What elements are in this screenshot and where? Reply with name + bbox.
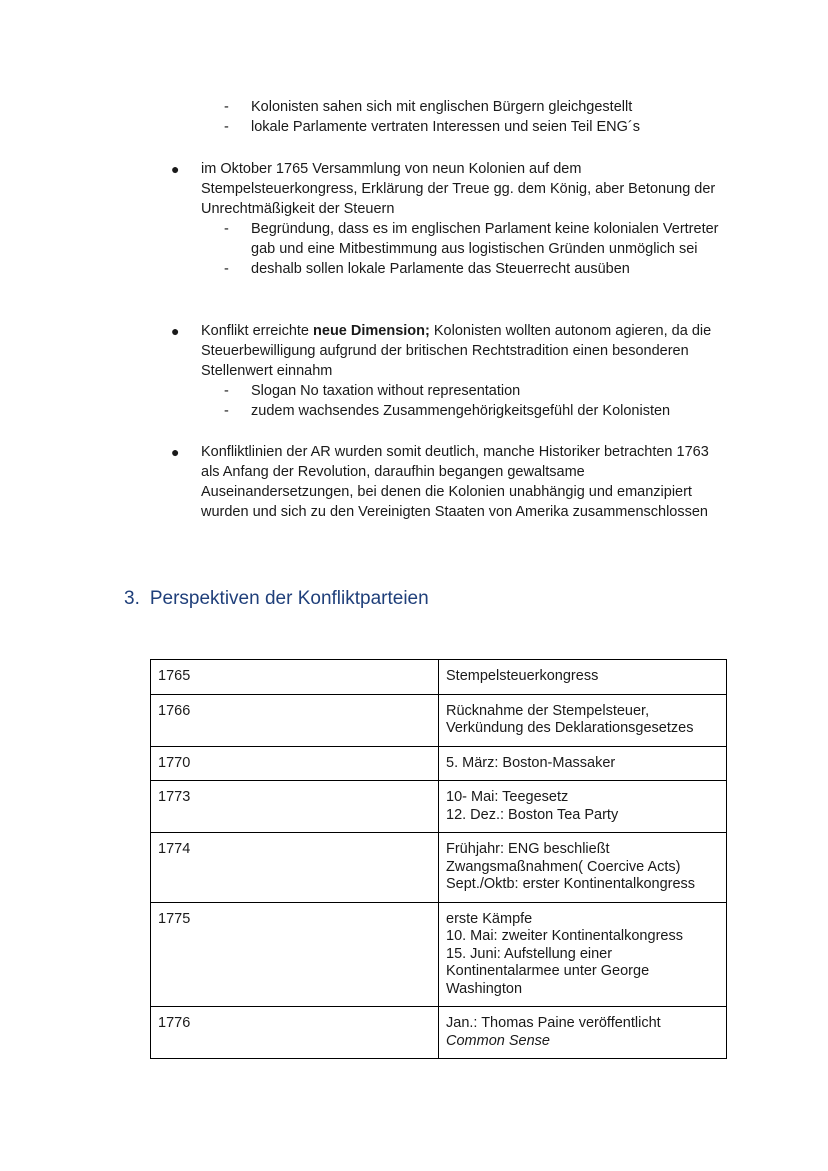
bullet-text: im Oktober 1765 Versammlung von neun Kolonien auf dem Stempelsteuerkongress, Erklärung der Treue gg. dem König, aber Betonung der Unrechtmäßigkeit der Steuern [201, 161, 716, 217]
bullet-item [0, 442, 828, 522]
dash-marker: - [224, 221, 229, 237]
bullet-marker: ● [171, 323, 180, 339]
event-cell [439, 694, 727, 746]
list-item-text: zudem wachsendes Zusammengehörigkeitsgefühl der Kolonisten [251, 403, 671, 419]
event-line: 10. Mai: zweiter Kontinentalkongress [446, 928, 683, 944]
event-line: 10- Mai: Teegesetz [446, 789, 569, 805]
year-cell: 1773 [151, 781, 439, 833]
dash-marker: - [224, 403, 229, 419]
text-segment: Konflikt erreichte [201, 323, 314, 339]
list-item [0, 381, 828, 401]
table-row [151, 660, 727, 695]
list-item-text: deshalb sollen lokale Parlamente das Steuerrecht ausüben [251, 261, 630, 277]
event-cell [439, 902, 727, 1007]
table-row [151, 781, 727, 833]
year-cell: 1776 [151, 1007, 439, 1059]
list-item-text: lokale Parlamente vertraten Interessen und seien Teil ENG´s [251, 119, 641, 135]
dash-marker: - [224, 383, 229, 399]
section-heading [124, 587, 429, 611]
table-row [151, 902, 727, 1007]
list-item [0, 219, 828, 259]
sub-list [0, 381, 828, 421]
section-number: 3. [124, 588, 140, 609]
event-line: Zwangsmaßnahmen( Coercive Acts) [446, 858, 681, 875]
bullet-marker: ● [171, 444, 180, 460]
list-item [0, 97, 828, 117]
event-line: 15. Juni: Aufstellung einer [446, 945, 613, 962]
table-row [151, 833, 727, 903]
event-line: Stempelsteuerkongress [446, 668, 599, 684]
year-cell: 1770 [151, 746, 439, 781]
event-cell [439, 833, 727, 903]
continued-sub-list [0, 97, 828, 137]
bullet-text [201, 321, 731, 381]
event-line: erste Kämpfe [446, 910, 533, 927]
event-line: Sept./Oktb: erster Kontinentalkongress [446, 876, 696, 892]
text-segment: Kolonisten wollten autonom agieren, da die Steuerbewilligung aufgrund der britischen Rechtstradition einen besonderen Stellenwert einnahm [201, 323, 712, 379]
bullet-item [0, 321, 828, 421]
year-cell: 1766 [151, 694, 439, 746]
dash-marker: - [224, 119, 229, 135]
table-row [151, 746, 727, 781]
event-line: Jan.: Thomas Paine veröffentlicht [446, 1015, 661, 1031]
book-title: Common Sense [446, 1032, 550, 1049]
event-cell [439, 1007, 727, 1059]
bullet-marker: ● [171, 161, 180, 177]
event-line: Verkündung des Deklarationsgesetzes [446, 720, 694, 736]
list-item [0, 117, 828, 137]
year-cell: 1774 [151, 833, 439, 903]
bullet-text: Konfliktlinien der AR wurden somit deutlich, manche Historiker betrachten 1763 als Anfang der Revolution, daraufhin begangen gewaltsame Auseinandersetzungen, bei denen die Kolonien unabhängig und emanzipiert wurden und sich zu den Vereinigten Staaten von Amerika zusammenschlossen [201, 444, 709, 520]
event-cell [439, 746, 727, 781]
event-line: 5. März: Boston-Massaker [446, 754, 616, 771]
table-row [151, 694, 727, 746]
section-title: Perspektiven der Konfliktparteien [149, 588, 429, 609]
event-line: Washington [446, 980, 523, 997]
table-row [151, 1007, 727, 1059]
bullet-item [0, 159, 828, 279]
sub-list [0, 219, 828, 279]
list-item-text: Kolonisten sahen sich mit englischen Bürgern gleichgestellt [251, 99, 633, 115]
bold-text: neue Dimension; [313, 323, 430, 339]
event-line: Kontinentalarmee unter George [446, 963, 650, 979]
dash-marker: - [224, 99, 229, 115]
year-cell: 1775 [151, 902, 439, 1007]
event-line: 12. Dez.: Boston Tea Party [446, 806, 619, 823]
dash-marker: - [224, 261, 229, 277]
list-item-text: Slogan No taxation without representation [251, 383, 521, 399]
event-line: Rücknahme der Stempelsteuer, [446, 702, 650, 719]
year-cell: 1765 [151, 660, 439, 695]
timeline-table [150, 659, 727, 1059]
event-cell [439, 781, 727, 833]
event-cell [439, 660, 727, 695]
event-line: Frühjahr: ENG beschließt [446, 841, 610, 857]
list-item [0, 259, 828, 279]
list-item [0, 401, 828, 421]
list-item-text: Begründung, dass es im englischen Parlament keine kolonialen Vertreter gab und eine Mitbestimmung aus logistischen Gründen unmöglich sei [251, 221, 719, 257]
